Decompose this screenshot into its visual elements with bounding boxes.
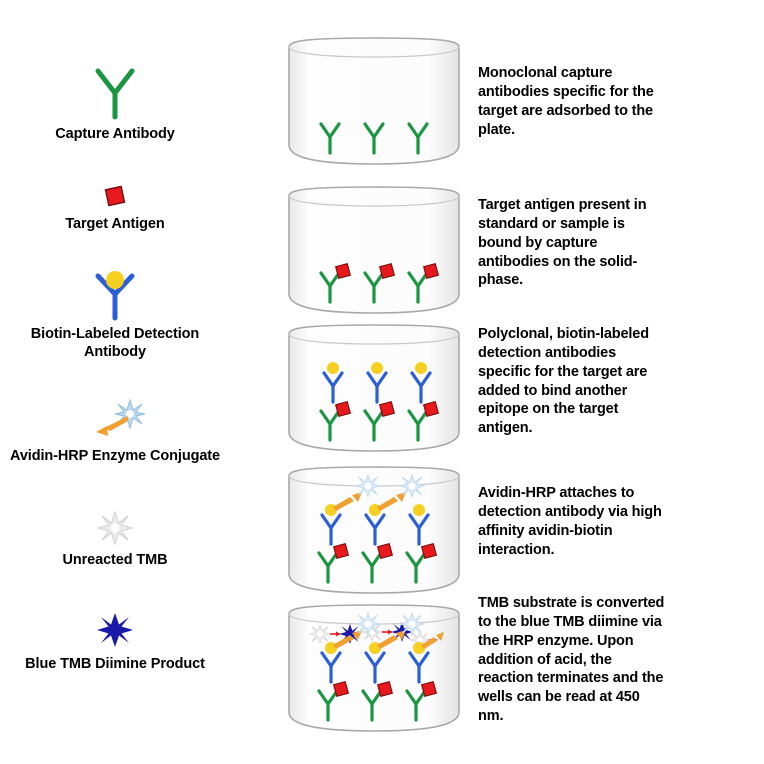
grey-starburst-icon — [0, 506, 230, 550]
description-step-1: Monoclonal capture antibodies specific for the target are adsorbed to the plate. — [478, 65, 654, 138]
legend-item-unreacted-tmb — [0, 506, 230, 570]
legend-label-target-antigen: Target Antigen — [65, 216, 165, 232]
legend-label-capture-antibody: Capture Antibody — [55, 126, 175, 142]
legend-item-detection-antibody — [0, 262, 230, 361]
well-step-1 — [286, 37, 462, 165]
legend-label-avidin-hrp: Avidin-HRP Enzyme Conjugate — [10, 448, 220, 464]
blue-starburst-icon — [0, 606, 230, 654]
well-step-3 — [286, 324, 462, 452]
well-step-4 — [286, 466, 462, 594]
red-square-antigen-icon — [0, 182, 230, 210]
legend-label-unreacted-tmb: Unreacted TMB — [62, 552, 168, 568]
legend-item-capture-antibody — [0, 62, 230, 144]
legend-item-target-antigen — [0, 182, 230, 234]
description-step-2: Target antigen present in standard or sample is bound by capture antibodies on the solid-phase. — [478, 197, 647, 289]
legend-item-blue-tmb-diimine — [0, 606, 230, 674]
well-step-5 — [286, 604, 462, 732]
description-step-3: Polyclonal, biotin-labeled detection antibodies specific for the target are added to bind another epitope on the target antigen. — [478, 326, 649, 437]
legend-label-blue-tmb-diimine: Blue TMB Diimine Product — [25, 656, 205, 672]
well-step-1-contents — [286, 37, 462, 165]
legend-label-detection-antibody: Biotin-Labeled Detection Antibody — [30, 326, 200, 360]
legend-item-avidin-hrp — [0, 398, 230, 466]
well-step-5-contents — [286, 604, 462, 732]
description-step-5: TMB substrate is converted to the blue TMB diimine via the HRP enzyme. Upon addition of acid, the reaction terminates and the wells can be read at 450 nm. — [478, 595, 665, 725]
y-shaped-antibody-blue-with-yellow-biotin-icon — [0, 262, 230, 324]
well-step-3-contents — [286, 324, 462, 452]
orange-arrow-with-blue-starburst-icon — [0, 398, 230, 446]
well-step-2 — [286, 186, 462, 314]
well-step-4-contents — [286, 466, 462, 594]
y-shaped-antibody-green-icon — [0, 62, 230, 124]
description-step-4: Avidin-HRP attaches to detection antibody via high affinity avidin-biotin interaction. — [478, 485, 662, 558]
well-step-2-contents — [286, 186, 462, 314]
